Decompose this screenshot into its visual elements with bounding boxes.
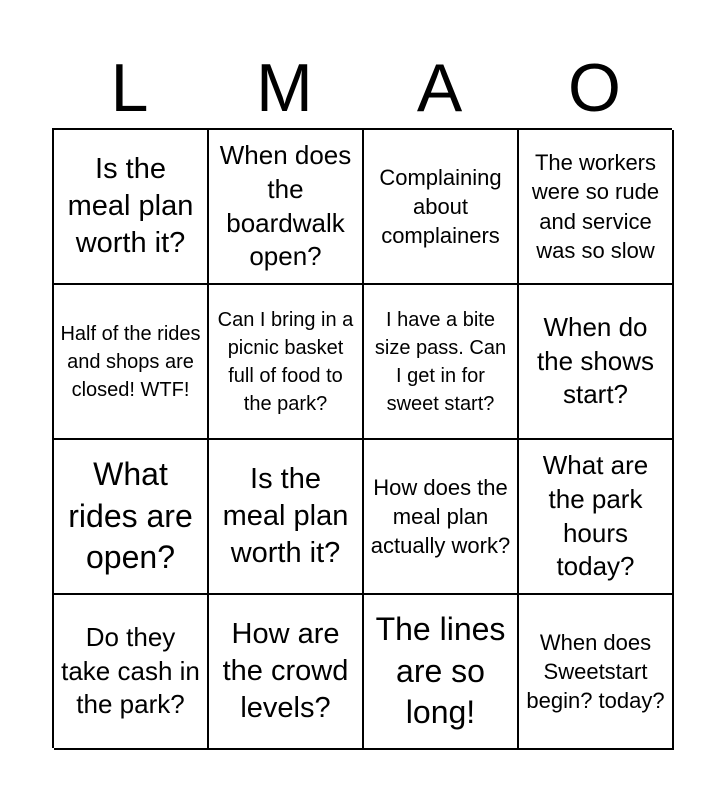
bingo-header <box>52 50 672 126</box>
header-letter-a: A <box>416 50 463 126</box>
cell-text: When does Sweetstart begin? today? <box>526 629 665 714</box>
cell-text: How are the crowd levels? <box>222 617 349 725</box>
cell-text: Is the meal plan worth it? <box>67 152 194 260</box>
bingo-cell[interactable] <box>519 130 674 285</box>
bingo-cell[interactable] <box>519 285 674 440</box>
cell-text: Can I bring in a picnic basket full of food to the park? <box>217 308 354 415</box>
cell-text: I have a bite size pass. Can I get in for sweet start? <box>374 308 507 415</box>
cell-text: Do they take cash in the park? <box>61 621 200 720</box>
cell-text: Is the meal plan worth it? <box>222 462 349 570</box>
bingo-cell[interactable] <box>519 595 674 750</box>
cell-text: When does the boardwalk open? <box>219 139 352 272</box>
bingo-cell[interactable] <box>364 440 519 595</box>
bingo-cell[interactable] <box>519 440 674 595</box>
bingo-cell[interactable] <box>209 130 364 285</box>
bingo-cell[interactable] <box>54 595 209 750</box>
cell-text: Complaining about complainers <box>379 164 502 249</box>
bingo-cell[interactable] <box>364 595 519 750</box>
bingo-cell[interactable] <box>364 130 519 285</box>
cell-text: What are the park hours today? <box>542 449 649 582</box>
bingo-board <box>52 128 672 748</box>
cell-text: How does the meal plan actually work? <box>370 474 511 559</box>
header-letter-o: O <box>568 50 621 126</box>
bingo-cell[interactable] <box>209 595 364 750</box>
bingo-cell[interactable] <box>54 130 209 285</box>
cell-text: What rides are open? <box>68 456 193 576</box>
header-letter-l: L <box>110 50 149 126</box>
bingo-cell[interactable] <box>54 440 209 595</box>
cell-text: The lines are so long! <box>375 611 506 731</box>
bingo-cell[interactable] <box>364 285 519 440</box>
cell-text: Half of the rides and shops are closed! WTF! <box>60 322 201 401</box>
bingo-cell[interactable] <box>209 285 364 440</box>
header-letter-m: M <box>256 50 313 126</box>
cell-text: When do the shows start? <box>536 311 655 410</box>
cell-text: The workers were so rude and service was so slow <box>531 150 660 263</box>
bingo-cell[interactable] <box>209 440 364 595</box>
bingo-cell[interactable] <box>54 285 209 440</box>
